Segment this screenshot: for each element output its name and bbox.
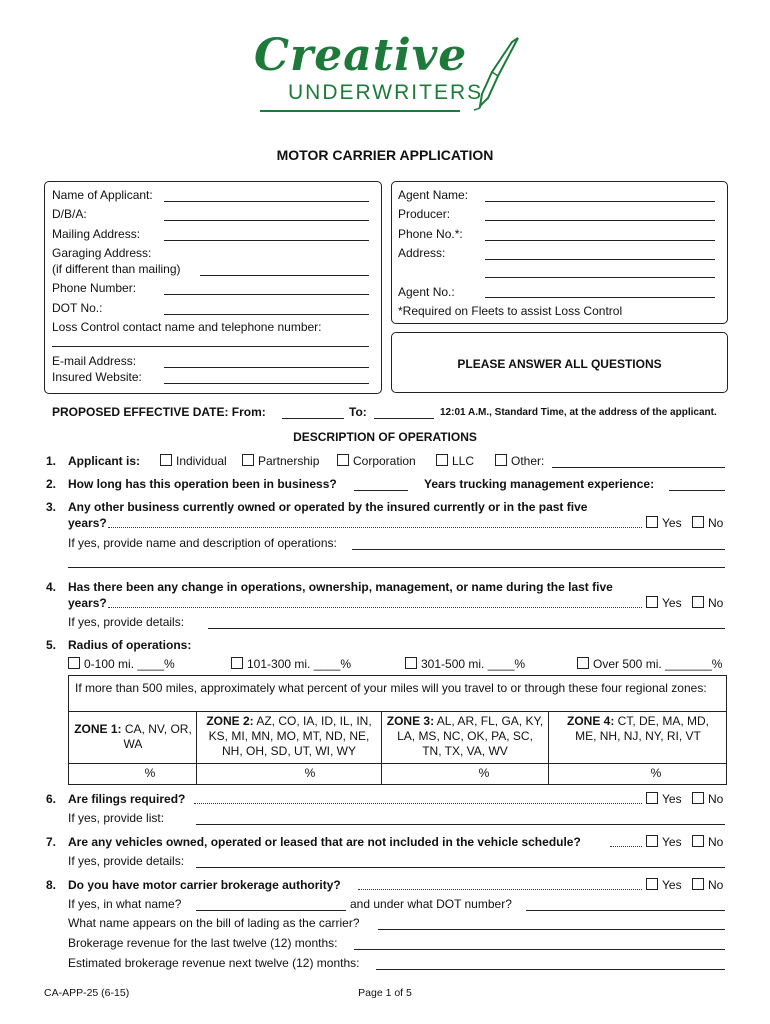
agent-phone-label: Phone No.*: [398,227,463,241]
effective-to-field[interactable] [374,418,434,419]
form-number: CA-APP-25 (6-15) [44,987,130,999]
q4-line1: Has there been any change in operations, ownership, management, or name during the last five [68,580,613,594]
q2-label: How long has this operation been in business? [68,477,337,491]
logo-brand-text: Creative [254,30,468,81]
q3-number: 3. [46,500,57,514]
checkbox[interactable] [242,454,254,466]
applicant-name-field[interactable] [164,201,369,202]
q2-experience-field[interactable] [669,490,725,491]
website-field[interactable] [164,383,369,384]
q8-leader [358,889,642,890]
checkbox[interactable] [646,792,658,804]
q8-no[interactable]: No [692,878,723,892]
q5-number: 5. [46,638,57,652]
q3-followup-field-2[interactable] [68,567,725,568]
garaging-address-field[interactable] [200,275,369,276]
checkbox[interactable] [692,596,704,608]
q3-no[interactable]: No [692,516,723,530]
q6-label: Are filings required? [68,792,186,806]
page-number: Page 1 of 5 [358,987,412,999]
agent-name-label: Agent Name: [398,188,469,202]
q8-bill-of-lading-label: What name appears on the bill of lading as the carrier? [68,916,360,930]
logo-underline [260,110,460,112]
zone-4-cell: ZONE 4: CT, DE, MA, MD, ME, NH, NJ, NY, RI, VT [566,714,710,743]
q1-option-other[interactable]: Other: [495,454,544,468]
q2-number: 2. [46,477,57,491]
q6-no[interactable]: No [692,792,723,806]
effective-to-label: To: [349,405,367,419]
agent-address-field-2[interactable] [485,277,715,278]
q8-bill-of-lading-field[interactable] [378,929,725,930]
q2-years-field[interactable] [354,490,408,491]
zones-intro: If more than 500 miles, approximately what percent of your miles will you travel to or through these four regional zones: [75,681,707,695]
q3-leader [108,527,642,528]
agent-number-label: Agent No.: [398,285,455,299]
please-answer-text: PLEASE ANSWER ALL QUESTIONS [457,357,662,371]
checkbox[interactable] [692,792,704,804]
q7-followup-label: If yes, provide details: [68,854,185,868]
mailing-address-label: Mailing Address: [52,227,141,241]
checkbox[interactable] [692,516,704,528]
q4-number: 4. [46,580,57,594]
q6-number: 6. [46,792,57,806]
dba-label: D/B/A: [52,207,87,221]
zone-4-percent[interactable]: % [650,766,662,780]
q1-number: 1. [46,454,57,468]
zone-3-percent[interactable]: % [478,766,490,780]
zones-row-bottom-border [68,763,727,764]
q7-leader [610,846,642,847]
checkbox[interactable] [692,835,704,847]
q5-option-over-500[interactable]: Over 500 mi. _______% [577,657,722,671]
effective-date-label: PROPOSED EFFECTIVE DATE: From: [52,405,266,419]
agent-address-label: Address: [398,246,446,260]
q6-followup-field[interactable] [196,824,725,825]
q1-option-individual[interactable]: Individual [160,454,227,468]
zone-3-cell: ZONE 3: AL, AR, FL, GA, KY, LA, MS, NC, OK, PA, SC, TN, TX, VA, WV [386,714,544,758]
section-title: DESCRIPTION OF OPERATIONS [293,430,477,444]
website-label: Insured Website: [52,370,142,384]
q3-followup-label: If yes, provide name and description of operations: [68,536,337,550]
q6-followup-label: If yes, provide list: [68,811,165,825]
agent-number-field[interactable] [485,297,715,298]
q3-followup-field-1[interactable] [352,549,725,550]
q4-line2: years? [68,596,107,610]
checkbox[interactable] [337,454,349,466]
checkbox[interactable] [646,878,658,890]
agent-phone-field[interactable] [485,240,715,241]
checkbox[interactable] [436,454,448,466]
producer-label: Producer: [398,207,451,221]
q6-leader [194,803,642,804]
zone-2-cell: ZONE 2: AZ, CO, IA, ID, IL, IN, KS, MI, MN, MO, MT, ND, NE, NH, OH, SD, UT, WI, WY [206,714,372,758]
q8-label: Do you have motor carrier brokerage authority? [68,878,341,892]
phone-number-label: Phone Number: [52,281,137,295]
q5-option-301-500[interactable]: 301-500 mi. ____% [405,657,525,671]
fleet-note: *Required on Fleets to assist Loss Control [398,304,623,318]
agent-name-field[interactable] [485,201,715,202]
company-logo [250,30,530,120]
zone-2-percent[interactable]: % [304,766,316,780]
checkbox[interactable] [68,657,80,669]
checkbox[interactable] [692,878,704,890]
q8-estimated-revenue-label: Estimated brokerage revenue next twelve (12) months: [68,956,360,970]
checkbox[interactable] [577,657,589,669]
q8-name-label: If yes, in what name? [68,897,182,911]
q7-no[interactable]: No [692,835,723,849]
q3-line1: Any other business currently owned or operated by the insured currently or in the past five [68,500,588,514]
zones-divider-1 [196,711,197,784]
effective-time-note: 12:01 A.M., Standard Time, at the address of the applicant. [440,407,717,418]
q8-dot-field[interactable] [526,910,725,911]
q1-label: Applicant is: [68,454,141,468]
checkbox[interactable] [495,454,507,466]
garaging-note: (if different than mailing) [52,262,181,276]
q8-estimated-revenue-field[interactable] [376,969,725,970]
loss-control-field[interactable] [52,346,369,347]
checkbox[interactable] [160,454,172,466]
q7-followup-field[interactable] [196,867,725,868]
dot-number-field[interactable] [164,314,369,315]
zones-divider-2 [381,711,382,784]
effective-from-field[interactable] [282,418,344,419]
zones-row-top-border [68,711,727,712]
q5-option-0-100[interactable]: 0-100 mi. ____% [68,657,175,671]
page-title: MOTOR CARRIER APPLICATION [276,147,494,163]
logo-sub-text: UNDERWRITERS [288,81,484,104]
q7-yes[interactable]: Yes [646,835,682,849]
q4-leader [108,607,642,608]
dba-field[interactable] [164,220,369,221]
q4-followup-field[interactable] [208,628,725,629]
checkbox[interactable] [646,596,658,608]
checkbox[interactable] [231,657,243,669]
producer-field[interactable] [485,220,715,221]
checkbox[interactable] [646,835,658,847]
q8-number: 8. [46,878,57,892]
checkbox[interactable] [646,516,658,528]
q4-yes[interactable]: Yes [646,596,682,610]
garaging-address-label: Garaging Address: [52,246,152,260]
q8-yes[interactable]: Yes [646,878,682,892]
q7-label: Are any vehicles owned, operated or leased that are not included in the vehicle schedule? [68,835,581,849]
agent-address-field-1[interactable] [485,259,715,260]
loss-control-label: Loss Control contact name and telephone number: [52,320,322,334]
q1-option-llc[interactable]: LLC [436,454,474,468]
q2-experience-label: Years trucking management experience: [424,477,655,491]
dot-number-label: DOT No.: [52,301,103,315]
q1-option-partnership[interactable]: Partnership [242,454,319,468]
zones-divider-3 [548,711,549,784]
q5-label: Radius of operations: [68,638,192,652]
email-label: E-mail Address: [52,354,137,368]
applicant-name-label: Name of Applicant: [52,188,153,202]
q8-revenue-label: Brokerage revenue for the last twelve (12) months: [68,936,338,950]
q4-no[interactable]: No [692,596,723,610]
q5-option-101-300[interactable]: 101-300 mi. ____% [231,657,351,671]
phone-number-field[interactable] [164,294,369,295]
mailing-address-field[interactable] [164,240,369,241]
checkbox[interactable] [405,657,417,669]
q3-yes[interactable]: Yes [646,516,682,530]
q7-number: 7. [46,835,57,849]
q3-line2: years? [68,516,107,530]
q8-revenue-field[interactable] [354,949,725,950]
q6-yes[interactable]: Yes [646,792,682,806]
q8-name-field[interactable] [196,910,346,911]
zone-1-percent[interactable]: % [144,766,156,780]
q8-dot-label: and under what DOT number? [350,897,512,911]
q1-option-corporation[interactable]: Corporation [337,454,416,468]
q4-followup-label: If yes, provide details: [68,615,185,629]
email-field[interactable] [164,367,369,368]
zone-1-cell: ZONE 1: CA, NV, OR, WA [74,722,192,751]
q1-other-field[interactable] [552,467,725,468]
